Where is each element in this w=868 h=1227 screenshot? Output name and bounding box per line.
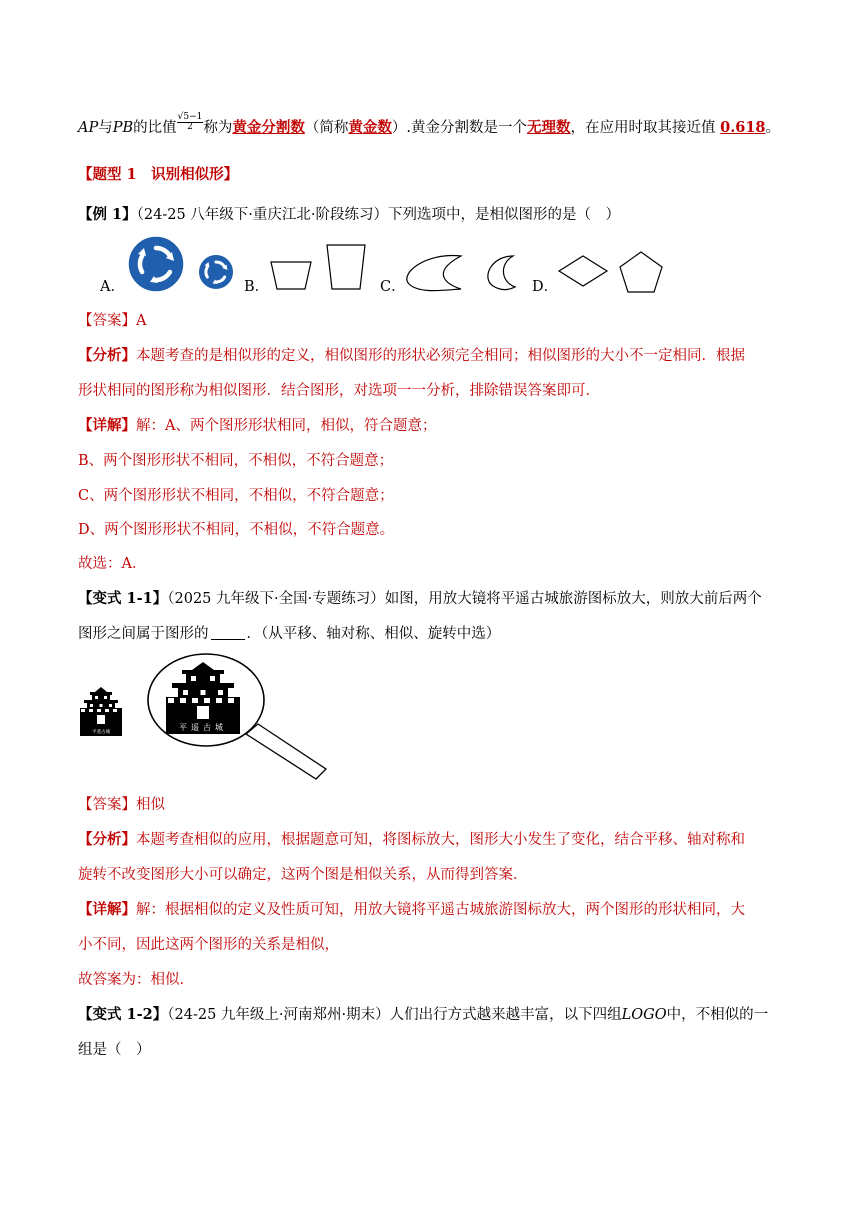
magnifier-illustration <box>146 652 330 780</box>
example1-detail-text1: 解：A、两个图形形状相同，相似，符合题意； <box>136 418 437 434</box>
segment-pb: PB <box>112 120 134 136</box>
text-tail: ，在应用时取其接近值 <box>570 120 721 136</box>
segment-ap: AP <box>78 120 99 136</box>
example1-conclusion: 故选：A． <box>78 556 147 572</box>
option-a-label: A． <box>100 279 125 295</box>
option-b-label: B． <box>244 279 270 295</box>
variant1-analysis-label: 【分析】 <box>78 831 136 848</box>
example1-question <box>78 205 790 225</box>
text-mid: .黄金分割数是一个 <box>406 120 527 136</box>
variant1-question-text2b: ．（从平移、轴对称、相似、旋转中选） <box>246 626 501 642</box>
variant1-detail-label: 【详解】 <box>78 901 136 918</box>
golden-fraction <box>177 113 204 132</box>
example1-analysis-label: 【分析】 <box>78 347 136 364</box>
variant1-analysis-line1 <box>78 830 790 850</box>
variant1-label: 【变式 1-1】 <box>78 590 168 607</box>
fraction-numerator: √5−1 <box>177 111 203 122</box>
example1-analysis-text1: 本题考查的是相似形的定义，相似图形的形状必须完全相同；相似图形的大小不一定相同．根据 <box>136 348 745 364</box>
variant1-detail-line2: 小不同，因此这两个图形的关系是相似， <box>78 937 339 953</box>
option-c-wide-crescent-shape <box>405 254 463 292</box>
example1-question-text: （24-25 八年级下·重庆江北·阶段练习）下列选项中，是相似图形的是（ ） <box>136 207 621 223</box>
variant1-question-line1 <box>78 589 790 609</box>
variant2-question-line2: 组是（ ） <box>78 1042 151 1058</box>
magnifier-handle <box>246 724 326 779</box>
variant1-answer <box>78 795 790 815</box>
example1-detail-line2: B、两个图形形状不相同，不相似，不符合题意； <box>78 453 394 469</box>
small-icon-caption: 平遥古城 <box>92 730 110 735</box>
option-a-small-roundabout-icon <box>197 253 235 291</box>
variant1-detail-text1: 解：根据相似的定义及性质可知，用放大镜将平遥古城旅游图标放大，两个图形的形状相同，大 <box>136 902 745 918</box>
variant1-conclusion: 故答案为：相似． <box>78 972 194 988</box>
example1-detail-line1 <box>78 416 790 436</box>
example1-label: 【例 1】 <box>78 206 137 223</box>
fraction-denominator: 2 <box>187 121 193 132</box>
variant1-question-line2 <box>78 624 790 644</box>
option-d-pentagon-shape <box>618 250 664 294</box>
text-called: 称为 <box>203 120 233 136</box>
text-paren-close: ） <box>391 120 407 136</box>
text-ratio: 的比值 <box>133 120 177 136</box>
example1-answer-value: A <box>136 313 147 329</box>
option-c-narrow-crescent-shape <box>483 254 517 292</box>
big-icon-caption: 平遥古城 <box>179 723 227 732</box>
section-title: 【题型 1 识别相似形】 <box>78 166 239 183</box>
variant1-answer-value: 相似 <box>136 797 165 813</box>
variant1-question-text2a: 图形之间属于图形的 <box>78 626 209 642</box>
small-pingyao-tower-icon <box>78 685 124 739</box>
term-golden-number: 黄金数 <box>348 119 392 136</box>
variant1-detail-line1 <box>78 900 790 920</box>
example1-analysis-line2: 形状相同的图形称为相似图形．结合图形，对选项一一分析，排除错误答案即可． <box>78 383 600 399</box>
example1-detail-line3: C、两个图形形状不相同，不相似，不符合题意； <box>78 488 394 504</box>
golden-ratio-paragraph <box>78 111 790 138</box>
variant2-question-text1: （24-25 九年级上·河南郑州·期末）人们出行方式越来越丰富，以下四组 <box>167 1007 622 1023</box>
example1-detail-line4: D、两个图形形状不相同，不相似，不符合题意。 <box>78 522 395 538</box>
variant2-question-line1 <box>78 1005 790 1025</box>
option-b-small-trapezoid-shape <box>270 260 312 292</box>
example1-answer-label: 【答案】 <box>78 313 136 329</box>
variant1-answer-label: 【答案】 <box>78 797 136 813</box>
example1-detail-label: 【详解】 <box>78 417 136 434</box>
term-golden-section-number: 黄金分割数 <box>232 119 305 136</box>
example1-answer <box>78 311 790 331</box>
variant1-question-text1: （2025 九年级下·全国·专题练习）如图，用放大镜将平遥古城旅游图标放大，则放大前后两个 <box>167 591 762 607</box>
option-d-label: D． <box>532 279 559 295</box>
answer-blank <box>211 625 245 640</box>
option-a-big-roundabout-icon <box>126 234 186 294</box>
option-d-rhombus-shape <box>557 254 609 288</box>
term-irrational: 无理数 <box>527 119 571 136</box>
example1-analysis-line1 <box>78 346 790 366</box>
variant2-logo-word: LOGO <box>621 1007 667 1023</box>
variant1-analysis-text1: 本题考查相似的应用，根据题意可知，将图标放大，图形大小发生了变化，结合平移、轴对称和 <box>136 832 745 848</box>
text-yu: 与 <box>98 120 113 136</box>
text-paren-open: （简称 <box>304 120 349 136</box>
golden-value: 0.618 <box>720 119 766 136</box>
variant2-label: 【变式 1-2】 <box>78 1006 168 1023</box>
variant1-analysis-line2: 旋转不改变图形大小可以确定，这两个图是相似关系，从而得到答案． <box>78 867 528 883</box>
option-c-label: C． <box>380 279 406 295</box>
variant2-question-tail: 中，不相似的一 <box>666 1007 769 1023</box>
option-b-tall-trapezoid-shape <box>326 244 366 292</box>
text-end: 。 <box>765 120 781 136</box>
